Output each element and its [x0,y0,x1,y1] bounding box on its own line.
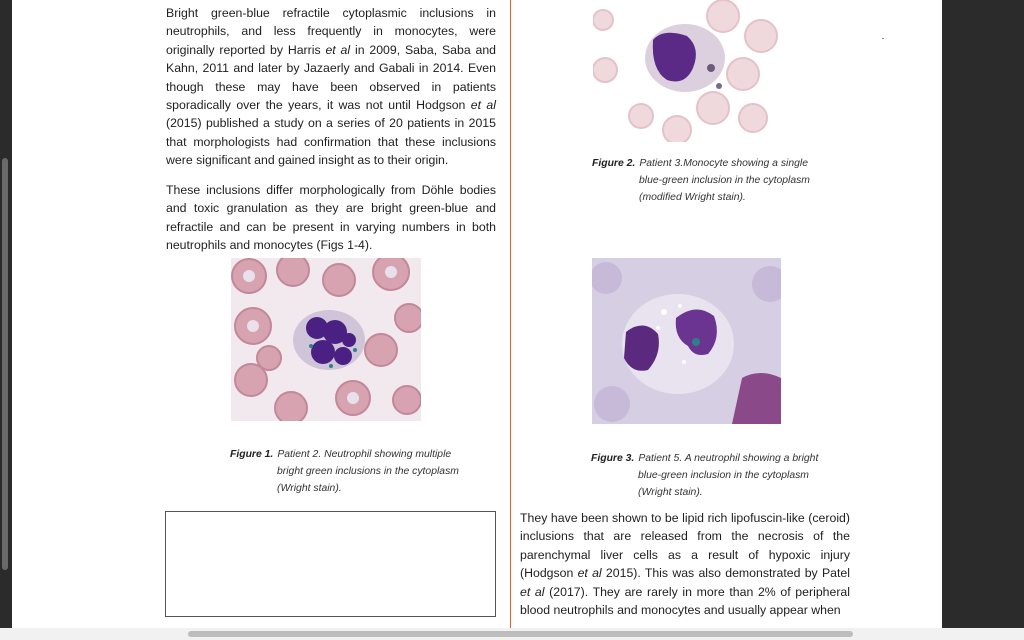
figure-3-caption [591,450,891,501]
paragraph-text: Bright green-blue refractile cytoplasmic inclusions in neutrophils, and less frequently in monocytes, were originally reported by Harris [166,6,496,57]
caption-line: bright green inclusions in the cytoplasm [277,466,459,477]
paragraph-text: They have been shown to be lipid rich lipofuscin-like (ceroid) inclusions that are released from the necrosis of the parenchymal liver cells as a result of hypoxic injury (Hodgson [520,511,850,581]
figure-3-image [592,258,781,424]
caption-line: blue-green inclusion in the cytoplasm [638,470,809,481]
paragraph-inclusions-history [166,4,496,170]
column-divider [510,0,511,628]
empty-text-box [165,511,496,617]
paragraph-text: (2017). They are rarely in more than 2% of peripheral blood neutrophils and monocytes and usually appear when [520,584,850,618]
paragraph-ceroid [520,509,850,619]
document-page [12,0,942,628]
figure-2-image [593,0,781,142]
figure-2-caption [592,155,892,206]
paragraph-italic: et al [470,98,496,113]
paragraph-italic: et al [520,584,545,599]
caption-line: (modified Wright stain). [639,192,746,203]
figure-1-image [231,258,421,421]
caption-line: (Wright stain). [277,483,342,494]
stray-mark [882,38,884,39]
figure-label: Figure 3. [591,453,635,464]
figure-label: Figure 1. [230,449,274,460]
vertical-scrollbar[interactable] [2,158,8,570]
figure-1-caption [230,446,500,497]
horizontal-scrollbar-thumb[interactable] [188,631,853,637]
caption-line: Patient 3.Monocyte showing a single [639,158,808,169]
caption-line: blue-green inclusion in the cytoplasm [639,175,810,186]
paragraph-italic: et al [325,42,351,57]
figure-label: Figure 2. [592,158,636,169]
paragraph-text: in 2009, Saba, Saba and Kahn, 2011 and later by Jazaerly and Gabali in 2014. Even though these may have been observed in patients sporadically over the years, it was not until Hodgson [166,42,497,113]
paragraph-morphology: These inclusions differ morphologically from Döhle bodies and toxic granulation as they are bright green-blue and refractile and can be present in varying numbers in both neutrophils and monocytes (Figs 1-4). [166,183,496,253]
paragraph-text: (2015) published a study on a series of 20 patients in 2015 that morphologists had confirmation that these inclusions were significant and gained insight as to their origin. [166,116,496,168]
paragraph-text: 2015). This was also demonstrated by Patel [601,566,850,581]
caption-line: (Wright stain). [638,487,703,498]
caption-line: Patient 5. A neutrophil showing a bright [638,453,819,464]
caption-line: Patient 2. Neutrophil showing multiple [277,449,452,460]
paragraph-italic: et al [577,566,602,581]
